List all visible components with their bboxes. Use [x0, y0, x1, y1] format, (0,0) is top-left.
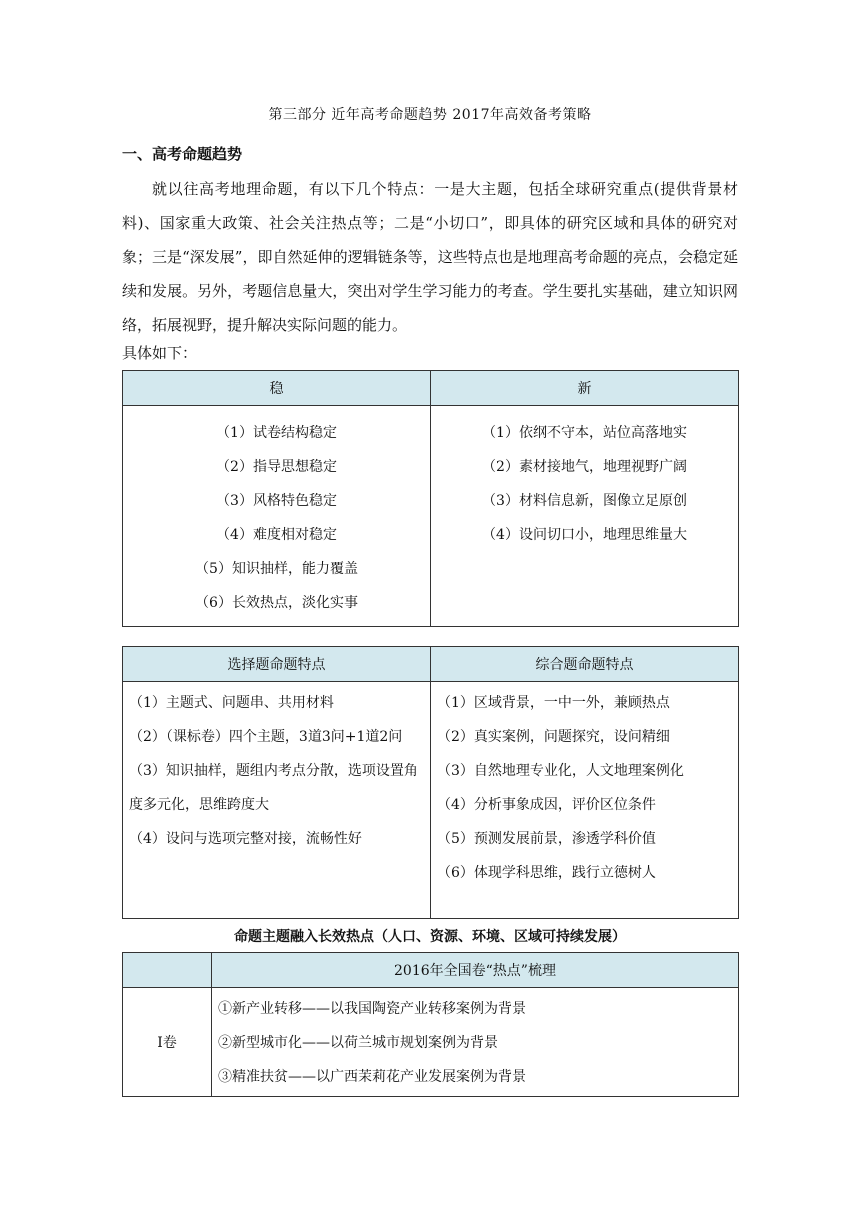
list-item: （3）材料信息新，图像立足原创: [482, 493, 687, 509]
list-item: （3）风格特色稳定: [216, 493, 337, 509]
hotspot-items-cell: [212, 988, 739, 1097]
list-item: （1）主题式、问题串、共用材料: [129, 695, 334, 711]
list-item: ③精准扶贫——以广西茉莉花产业发展案例为背景: [218, 1069, 526, 1085]
intro-tail: 具体如下：: [122, 344, 198, 362]
table-header-blank: [123, 953, 212, 988]
section-heading: 一、高考命题趋势: [122, 145, 243, 163]
list-item: （2）指导思想稳定: [216, 459, 337, 475]
intro-paragraph: 就以往高考地理命题，有以下几个特点：一是大主题，包括全球研究重点(提供背景材料)、国家重大政策、社会关注热点等；二是“小切口”，即具体的研究区域和具体的研究对象；三是“深发展”，即自然延伸的逻辑链条等，这些特点也是地理高考命题的亮点，会稳定延续和发展。另外，考题信息量大，突出对学生学习能力的考查。学生要扎实基础，建立知识网络，拓展视野，提升解决实际问题的能力。: [122, 180, 738, 334]
document-title: 第三部分 近年高考命题趋势 2017年高效备考策略: [268, 107, 592, 123]
table-header-comprehensive: 综合题命题特点: [431, 647, 739, 682]
list-item: （5）预测发展前景，渗透学科价值: [437, 831, 656, 847]
list-item: （4）设问与选项完整对接，流畅性好: [129, 831, 362, 847]
list-item: （6）体现学科思维，践行立德树人: [437, 865, 656, 881]
stable-new-table: [122, 370, 739, 627]
table-header-stable: 稳: [123, 371, 431, 406]
list-item: （4）分析事象成因，评价区位条件: [437, 797, 656, 813]
list-item: （1）试卷结构稳定: [216, 425, 337, 441]
list-item: （6）长效热点，淡化实事: [195, 595, 358, 611]
list-item: （5）知识抽样，能力覆盖: [195, 561, 358, 577]
list-item: ②新型城市化——以荷兰城市规划案例为背景: [218, 1035, 498, 1051]
table-caption: 命题主题融入长效热点（人口、资源、环境、区域可持续发展）: [234, 929, 626, 945]
list-item: （3）自然地理专业化，人文地理案例化: [437, 763, 684, 779]
list-item: （3）知识抽样，题组内考点分散，选项设置角度多元化，思维跨度大: [129, 763, 418, 813]
list-item: （1）区域背景，一中一外，兼顾热点: [437, 695, 670, 711]
stable-cell: [123, 406, 431, 627]
table-header-new: 新: [431, 371, 739, 406]
new-cell: [431, 406, 739, 627]
list-item: ①新产业转移——以我国陶瓷产业转移案例为背景: [218, 1001, 526, 1017]
list-item: （2）真实案例，问题探究，设问精细: [437, 729, 670, 745]
list-item: （2）（课标卷）四个主题，3道3问+1道2问: [129, 729, 403, 745]
list-item: （4）设问切口小，地理思维量大: [482, 527, 687, 543]
list-item: （1）依纲不守本，站位高落地实: [482, 425, 687, 441]
table-header-choice: 选择题命题特点: [123, 647, 431, 682]
choice-cell: [123, 682, 431, 919]
hotspot-table: [122, 952, 739, 1097]
list-item: （4）难度相对稳定: [216, 527, 337, 543]
row-label: Ⅰ卷: [123, 988, 212, 1097]
table-header-hotspot: 2016年全国卷“热点”梳理: [212, 953, 739, 988]
question-features-table: [122, 646, 739, 919]
comprehensive-cell: [431, 682, 739, 919]
list-item: （2）素材接地气，地理视野广阔: [482, 459, 687, 475]
